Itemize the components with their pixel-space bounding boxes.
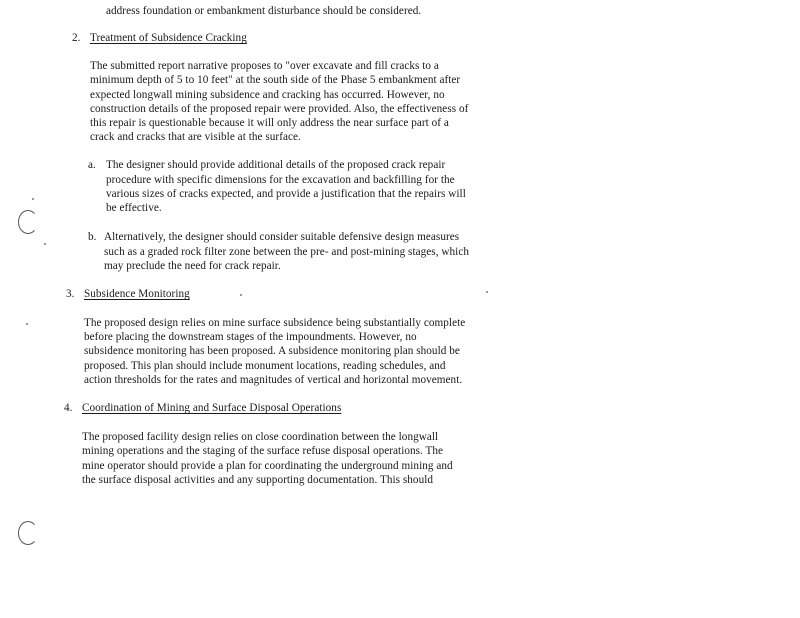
scan-speck [44, 243, 46, 245]
item-line: such as a graded rock filter zone between the pre- and post-mining stages, which [104, 246, 469, 258]
item-line: procedure with specific dimensions for the excavation and backfilling for the [106, 174, 455, 186]
paragraph-line: action thresholds for the rates and magnitudes of vertical and horizontal movement. [84, 374, 463, 386]
scan-speck [240, 294, 242, 296]
top-continuation-line: address foundation or embankment disturbance should be considered. [106, 5, 422, 17]
paragraph-line: The submitted report narrative proposes to "over excavate and fill cracks to a [90, 60, 439, 72]
scan-speck [486, 291, 488, 293]
section-3-number: 3. [66, 288, 75, 300]
paragraph-line: The proposed facility design relies on close coordination between the longwall [82, 431, 439, 443]
scan-speck [26, 323, 28, 325]
section-4-heading: Coordination of Mining and Surface Disposal Operations [82, 402, 342, 414]
item-b-label: b. [88, 231, 97, 243]
paragraph-line: mining operations and the staging of the surface refuse disposal operations. The [82, 445, 444, 457]
item-line: The designer should provide additional details of the proposed crack repair [106, 159, 446, 171]
paragraph-line: this repair is questionable because it will only address the near surface part of a [90, 117, 449, 129]
item-line: be effective. [106, 202, 162, 214]
item-line: Alternatively, the designer should consider suitable defensive design measures [104, 231, 460, 243]
paragraph-line: before placing the downstream stages of the impoundments. However, no [84, 331, 417, 343]
paragraph-line: The proposed design relies on mine surface subsidence being substantially complete [84, 317, 466, 329]
paragraph-line: the surface disposal activities and any supporting documentation. This should [82, 474, 434, 486]
paragraph-line: expected longwall mining subsidence and cracking has occurred. However, no [90, 89, 445, 101]
item-a-label: a. [88, 159, 96, 171]
item-line: various sizes of cracks expected, and provide a justification that the repairs will [106, 188, 466, 200]
scan-speck [32, 198, 34, 200]
paragraph-line: construction details of the proposed repair were provided. Also, the effectiveness of [90, 103, 469, 115]
paragraph-line: minimum depth of 5 to 10 feet" at the south side of the Phase 5 embankment after [90, 74, 461, 86]
section-2-heading: Treatment of Subsidence Cracking [90, 32, 247, 44]
paragraph-line: mine operator should provide a plan for coordinating the underground mining and [82, 460, 453, 472]
paragraph-line: crack and cracks that are visible at the surface. [90, 131, 301, 143]
punch-hole-mark [18, 521, 38, 545]
paragraph-line: subsidence monitoring has been proposed. A subsidence monitoring plan should be [84, 345, 460, 357]
punch-hole-mark [18, 210, 38, 234]
item-line: may preclude the need for crack repair. [104, 260, 281, 272]
section-3-heading: Subsidence Monitoring [84, 288, 190, 300]
paragraph-line: proposed. This plan should include monument locations, reading schedules, and [84, 360, 446, 372]
section-2-number: 2. [72, 32, 81, 44]
section-4-number: 4. [64, 402, 73, 414]
